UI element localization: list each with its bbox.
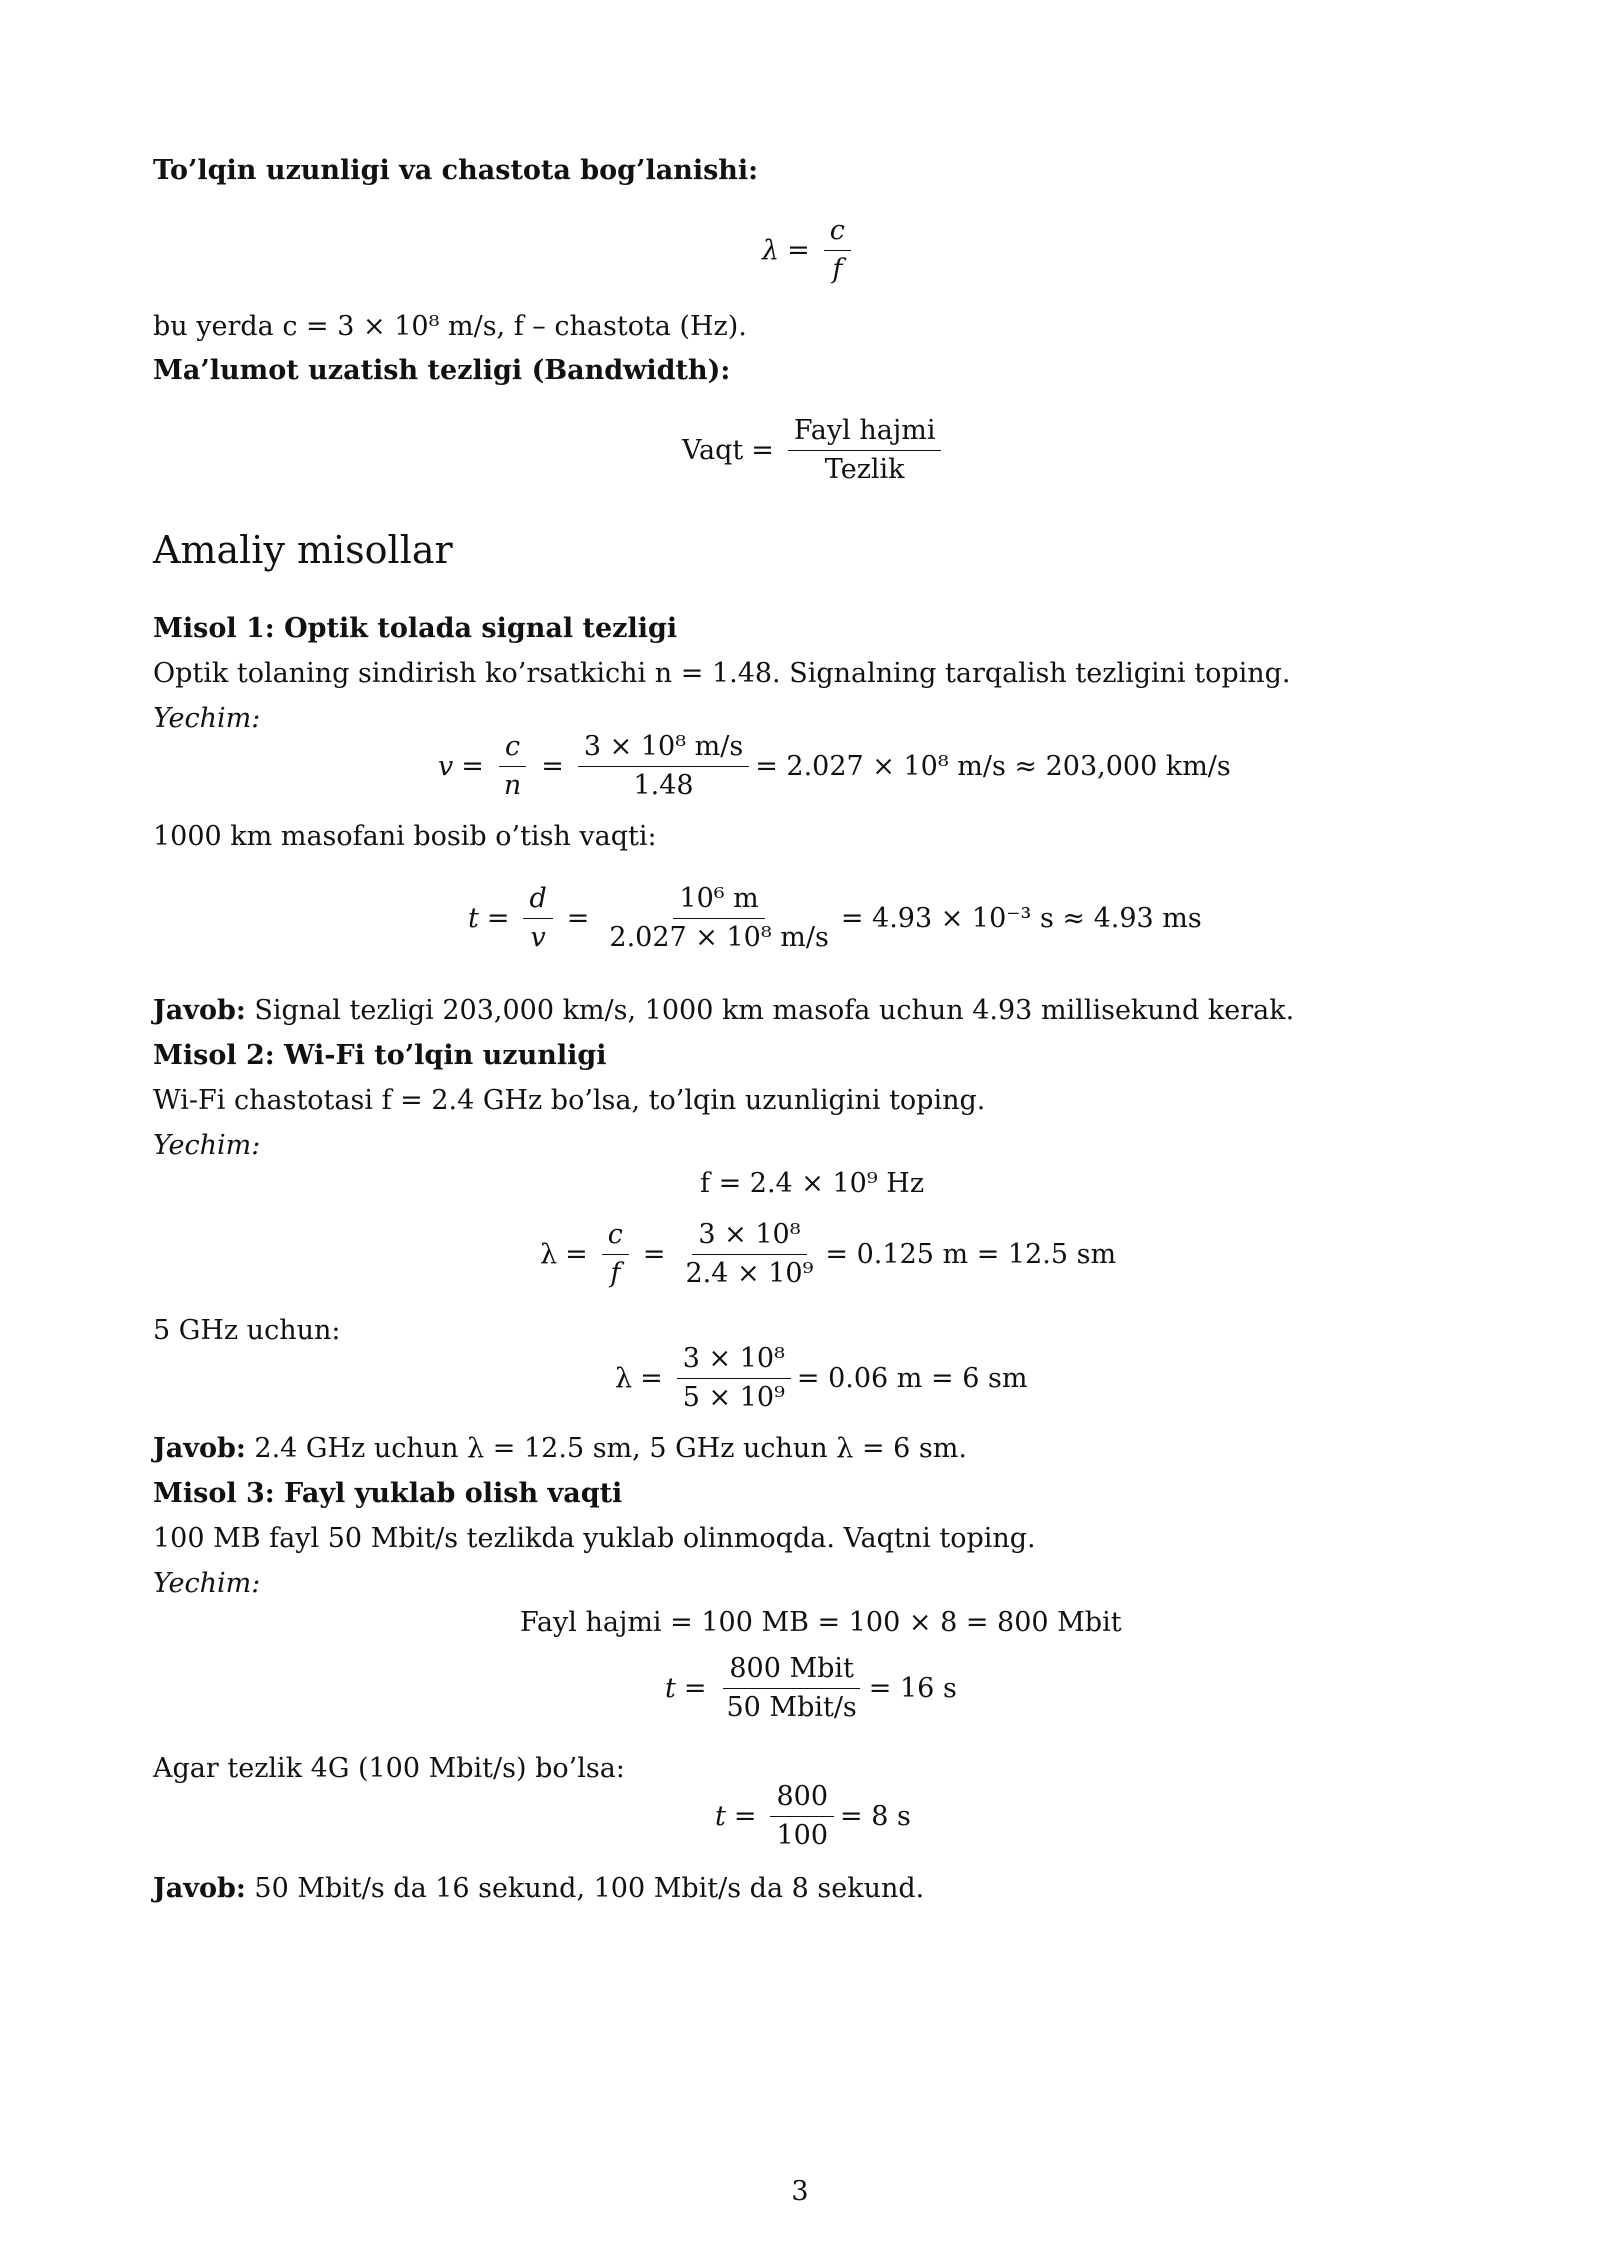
ex3-title: Misol 3: Fayl yuklab olish vaqti: [153, 1478, 623, 1509]
ex2-mid-text: 5 GHz uchun:: [153, 1315, 341, 1346]
ex1-solution-label: Yechim:: [153, 703, 261, 734]
wavelength-formula: λ = $\frac{c}{f}$: [762, 214, 857, 287]
bandwidth-heading: Ma’lumot uzatish tezligi (Bandwidth):: [153, 355, 731, 386]
ex3-time-equation: t = $\frac{\text{800 Mbit}}{\text{50 Mbit/s}}$ = 16 s: [665, 1653, 957, 1723]
bandwidth-formula: Vaqt = $\frac{\text{Fayl hajmi}}{\text{Tezlik}}$: [682, 414, 947, 487]
ex1-speed-equation: v = $\frac{c}{n}$ = $\frac{\text{3 × 10⁸ m/s}}{1.48}$ = 2.027 × 10⁸ m/s ≈ 203,000 km/s: [438, 731, 1231, 801]
ex1-title: Misol 1: Optik tolada signal tezligi: [153, 613, 678, 644]
ex2-frequency-equation: f = 2.4 × 10⁹ Hz: [700, 1168, 925, 1199]
wavelength-note: bu yerda c = 3 × 10⁸ m/s, f – chastota (Hz).: [153, 311, 747, 342]
ex1-time-equation: t = $\frac{d}{v}$ = $\frac{\text{10⁶ m}}{\text{2.027 × 10⁸ m/s}}$ = 4.93 × 10⁻³ s ≈ 4.93 ms: [468, 883, 1202, 953]
ex3-mid-text: Agar tezlik 4G (100 Mbit/s) bo’lsa:: [153, 1753, 625, 1784]
practice-title: Amaliy misollar: [153, 528, 453, 572]
wavelength-heading: To’lqin uzunligi va chastota bog’lanishi:: [153, 155, 759, 186]
page-number: 3: [791, 2176, 809, 2207]
ex3-solution-label: Yechim:: [153, 1568, 261, 1599]
ex2-problem: Wi-Fi chastotasi f = 2.4 GHz bo’lsa, to’lqin uzunligini toping.: [153, 1085, 986, 1116]
ex2-answer: Javob: 2.4 GHz uchun λ = 12.5 sm, 5 GHz uchun λ = 6 sm.: [153, 1433, 967, 1464]
ex3-4g-equation: t = $\frac{800}{100}$ = 8 s: [715, 1781, 911, 1851]
ex3-problem: 100 MB fayl 50 Mbit/s tezlikda yuklab olinmoqda. Vaqtni toping.: [153, 1523, 1036, 1554]
ex2-wavelength-equation: λ = $\frac{c}{f}$ = $\frac{\text{3 × 10⁸}}{\text{2.4 × 10⁹}}$ = 0.125 m = 12.5 sm: [540, 1219, 1117, 1289]
ex3-answer: Javob: 50 Mbit/s da 16 sekund, 100 Mbit/s da 8 sekund.: [153, 1873, 925, 1904]
ex2-5ghz-equation: λ = $\frac{\text{3 × 10⁸}}{\text{5 × 10⁹}}$ = 0.06 m = 6 sm: [615, 1343, 1028, 1413]
ex1-mid-text: 1000 km masofani bosib o’tish vaqti:: [153, 821, 657, 852]
ex1-answer: Javob: Signal tezligi 203,000 km/s, 1000 km masofa uchun 4.93 millisekund kerak.: [153, 995, 1295, 1026]
ex2-title: Misol 2: Wi-Fi to’lqin uzunligi: [153, 1040, 607, 1071]
ex3-size-equation: Fayl hajmi = 100 MB = 100 × 8 = 800 Mbit: [520, 1607, 1122, 1638]
ex1-problem: Optik tolaning sindirish ko’rsatkichi n = 1.48. Signalning tarqalish tezligini toping.: [153, 658, 1291, 689]
ex2-solution-label: Yechim:: [153, 1130, 261, 1161]
